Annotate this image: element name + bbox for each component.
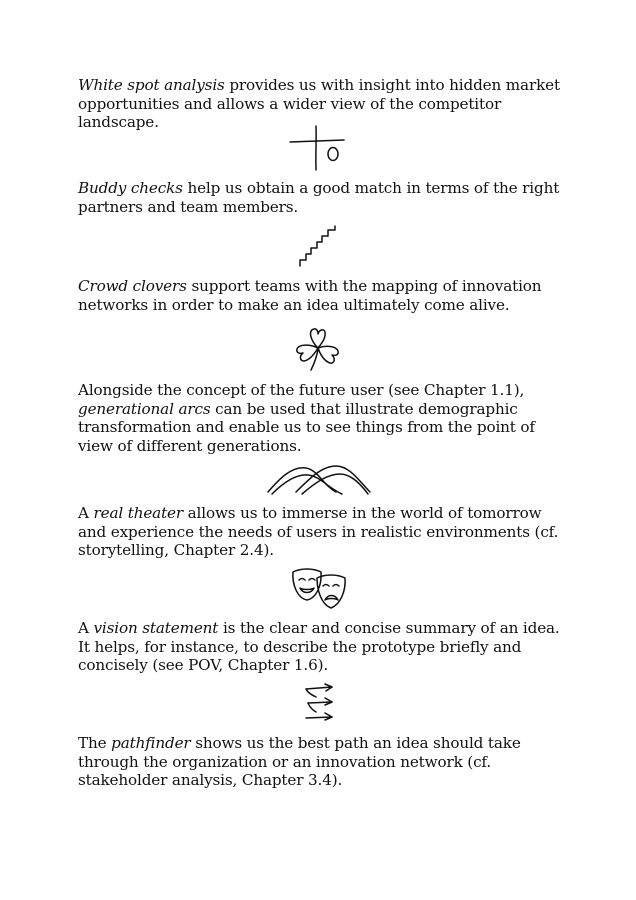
cross-o-icon [288, 124, 348, 172]
term-real-theater: real theater [93, 504, 183, 522]
term-pathfinder: pathfinder [111, 734, 191, 752]
text-before: The [78, 734, 112, 752]
text-after: support teams with the mapping of innovation networks in order to make an idea ultimately come alive. [78, 277, 542, 314]
text-after: provides us with insight into hidden market opportunities and allows a wider view of the competitor landscape. [78, 76, 560, 132]
paragraph-generational-arcs [78, 381, 568, 455]
text-before: Alongside the concept of the future user (see Chapter 1.1), [78, 381, 525, 399]
paragraph-crowd-clovers [78, 277, 568, 314]
text-before: A [78, 504, 94, 522]
text-after: can be used that illustrate demographic transformation and enable us to see things from the point of view of different generations. [78, 399, 535, 455]
text-after: help us obtain a good match in terms of the right partners and team members. [78, 179, 560, 216]
paragraph-pathfinder [78, 734, 568, 790]
term-white-spot-analysis: White spot analysis [78, 76, 225, 94]
paragraph-buddy-checks [78, 179, 568, 216]
paragraph-vision-statement [78, 619, 568, 675]
arrows-icon [302, 683, 336, 727]
text-after: is the clear and concise summary of an idea. It helps, for instance, to describe the prototype briefly and concisely (see POV, Chapter 1.6). [78, 619, 560, 675]
arcs-icon [266, 462, 372, 496]
term-generational-arcs: generational arcs [78, 399, 211, 418]
term-vision-statement: vision statement [93, 619, 219, 637]
text-after: allows us to immerse in the world of tomorrow and experience the needs of users in realistic environments (cf. storytelling, Chapter 2.4). [78, 504, 559, 560]
text-before: A [78, 619, 94, 637]
staircase-icon [296, 224, 340, 270]
text-after: shows us the best path an idea should take through the organization or an innovation network (cf. stakeholder analysis, Chapter 3.4). [78, 734, 521, 790]
paragraph-real-theater [78, 504, 568, 560]
theater-masks-icon [291, 568, 349, 610]
term-buddy-checks: Buddy checks [78, 179, 183, 197]
term-crowd-clovers: Crowd clovers [78, 277, 187, 295]
clover-icon [294, 326, 342, 374]
